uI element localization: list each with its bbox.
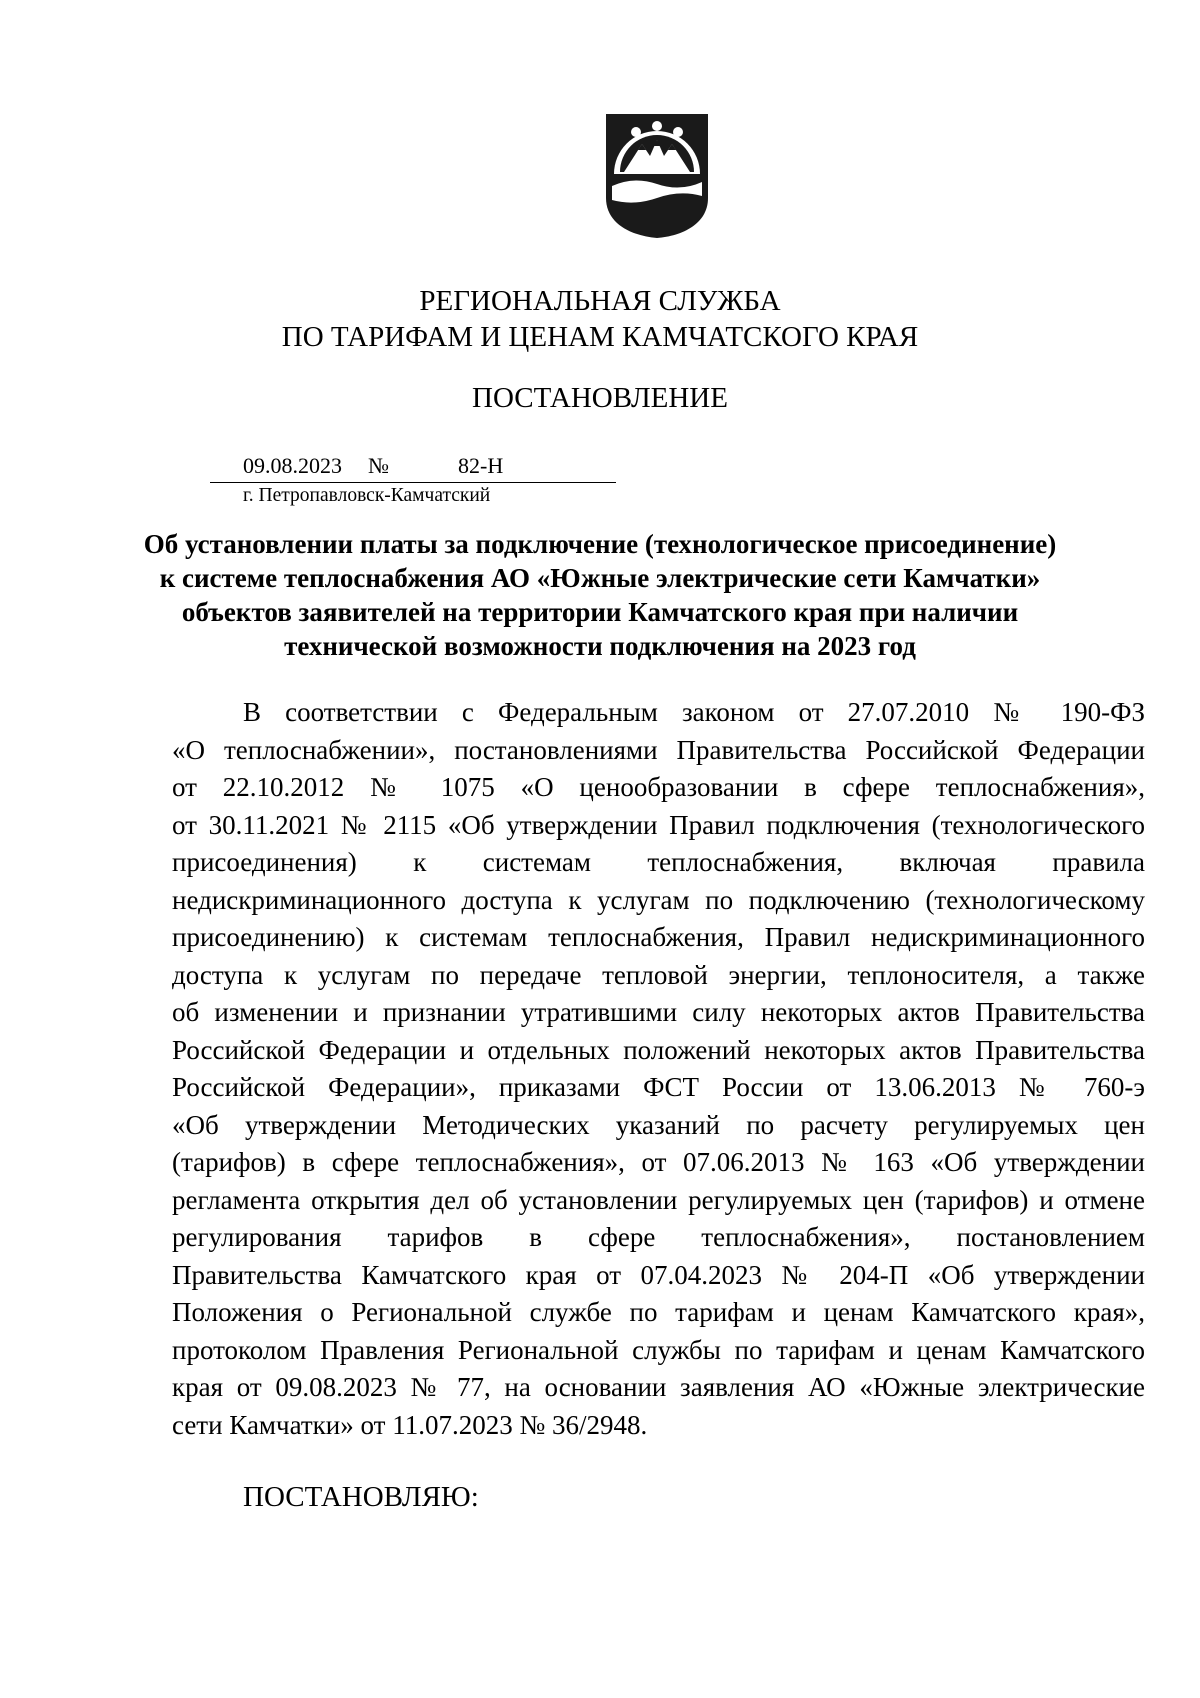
preamble-line: присоединения) к системам теплоснабжения, включая правила	[172, 847, 1145, 877]
preamble-line: Правительства Камчатского края от 07.04.2023 № 204-П «Об утверждении	[172, 1259, 1145, 1290]
preamble-line: (тарифов) в сфере теплоснабжения», от 07.06.2013 № 163 «Об утверждении	[172, 1147, 1145, 1177]
preamble-line: «Об утверждении Методических указаний по расчету регулируемых цен	[172, 1109, 1145, 1140]
preamble-line: Российской Федерации и отдельных положений некоторых актов Правительства	[172, 1034, 1145, 1065]
preamble-line: присоединению) к системам теплоснабжения, Правил недискриминационного	[172, 922, 1145, 952]
preamble	[172, 694, 1145, 1444]
title-line: к системе теплоснабжения АО «Южные электрические сети Камчатки»	[159, 563, 1041, 593]
document-date: 09.08.2023	[243, 453, 342, 478]
preamble-line: недискриминационного доступа к услугам по подключению (технологическому	[172, 884, 1145, 915]
preamble-line: «О теплоснабжении», постановлениями Правительства Российской Федерации	[172, 734, 1145, 765]
document-type: ПОСТАНОВЛЕНИЕ	[472, 382, 728, 414]
title-line: объектов заявителей на территории Камчатского края при наличии	[181, 597, 1019, 627]
kamchatka-coat-of-arms-icon	[604, 112, 710, 240]
preamble-line: края от 09.08.2023 № 77, на основании заявления АО «Южные электрические	[172, 1372, 1145, 1402]
city: г. Петропавловск-Камчатский	[243, 485, 491, 506]
preamble-line: от 30.11.2021 № 2115 «Об утверждении Правил подключения (технологического	[172, 809, 1145, 840]
agency-name	[0, 283, 1200, 355]
preamble-line: об изменении и признании утратившими силу некоторых актов Правительства	[172, 997, 1145, 1027]
title-line: технической возможности подключения на 2023 год	[284, 631, 916, 661]
preamble-line: от 22.10.2012 № 1075 «О ценообразовании в сфере теплоснабжения»,	[172, 772, 1145, 802]
preamble-line: доступа к услугам по передаче тепловой энергии, теплоносителя, а также	[172, 959, 1145, 990]
date-number-line	[210, 452, 616, 483]
preamble-line: В соответствии с Федеральным законом от 27.07.2010 № 190-ФЗ	[243, 697, 1145, 727]
preamble-line: Положения о Региональной службе по тарифам и ценам Камчатского края»,	[172, 1297, 1145, 1327]
agency-name-line-2: ПО ТАРИФАМ И ЦЕНАМ КАМЧАТСКОГО КРАЯ	[281, 321, 919, 353]
preamble-line: Российской Федерации», приказами ФСТ России от 13.06.2013 № 760-э	[172, 1072, 1145, 1102]
number-sign: №	[368, 453, 389, 478]
preamble-line: регулирования тарифов в сфере теплоснабжения», постановлением	[172, 1222, 1145, 1252]
preamble-line: протоколом Правления Региональной службы по тарифам и ценам Камчатского	[172, 1334, 1145, 1365]
document-title	[0, 527, 1200, 663]
agency-name-line-1: РЕГИОНАЛЬНАЯ СЛУЖБА	[419, 285, 781, 317]
document-number: 82-Н	[458, 453, 504, 478]
preamble-line: регламента открытия дел об установлении регулируемых цен (тарифов) и отмене	[172, 1184, 1145, 1215]
title-line: Об установлении платы за подключение (технологическое присоединение)	[143, 529, 1057, 559]
resolution-heading: ПОСТАНОВЛЯЮ:	[243, 1481, 479, 1513]
preamble-line: сети Камчатки» от 11.07.2023 № 36/2948.	[172, 1409, 648, 1440]
